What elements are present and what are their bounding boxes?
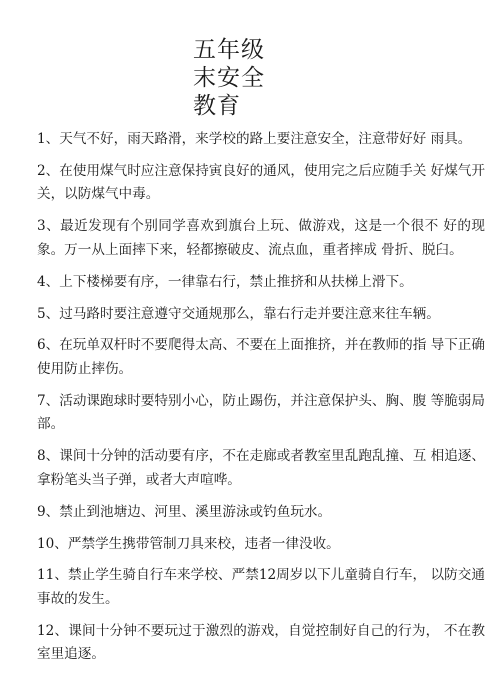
safety-rule-2: 2、在使用煤气时应注意保持寅良好的通风，使用完之后应随手关 好煤气开关，以防煤气中毒。 [37, 162, 485, 203]
safety-rule-9: 9、禁止到池塘边、河里、溪里游泳或钓鱼玩水。 [37, 503, 332, 520]
safety-rule-3: 3、最近发现有个别同学喜欢到旗台上玩、做游戏，这是一个很不 好的现象。万一从上面摔下来，轻都擦破皮、流点血，重者摔成 骨折、脱臼。 [37, 218, 485, 258]
safety-rule-10: 10、严禁学生携带管制刀具来校，违者一律没收。 [37, 535, 340, 552]
safety-rule-7: 7、活动课跑球时要特别小心，防止踢伤，并注意保护头、胸、腹 等脆弱局部。 [37, 392, 485, 433]
title-line-2: 末安全 [193, 65, 265, 91]
safety-rules-list [37, 128, 485, 675]
safety-rule-11: 11、禁止学生骑自行车来学校、严禁12周岁以下儿童骑自行车， 以防交通事故的发生。 [37, 567, 485, 607]
safety-rule-8: 8、课间十分钟的活动要有序，不在走廊或者教室里乱跑乱撞、互 相追逐、拿粉笔头当子弹，或者大声喧哗。 [37, 448, 485, 488]
title-line-1: 五年级 [193, 37, 265, 63]
document-title [193, 36, 303, 120]
safety-rule-12: 12、课间十分钟不要玩过于激烈的游戏，自觉控制好自己的行为， 不在教室里追逐。 [37, 622, 485, 663]
safety-rule-1: 1、天气不好，雨天路滑，来学校的路上要注意安全，注意带好好 雨具。 [37, 131, 472, 147]
safety-rule-5: 5、过马路时要注意遵守交通规那么，靠右行走并要注意来往车辆。 [37, 305, 440, 322]
safety-rule-4: 4、上下楼梯要有序，一律靠右行，禁止推挤和从扶梯上滑下。 [37, 273, 413, 290]
title-line-3: 教育 [193, 93, 241, 119]
safety-rule-6: 6、在玩单双杆时不要爬得太高、不要在上面推挤，并在教师的指 导下正确使用防止摔伤。 [37, 337, 485, 377]
